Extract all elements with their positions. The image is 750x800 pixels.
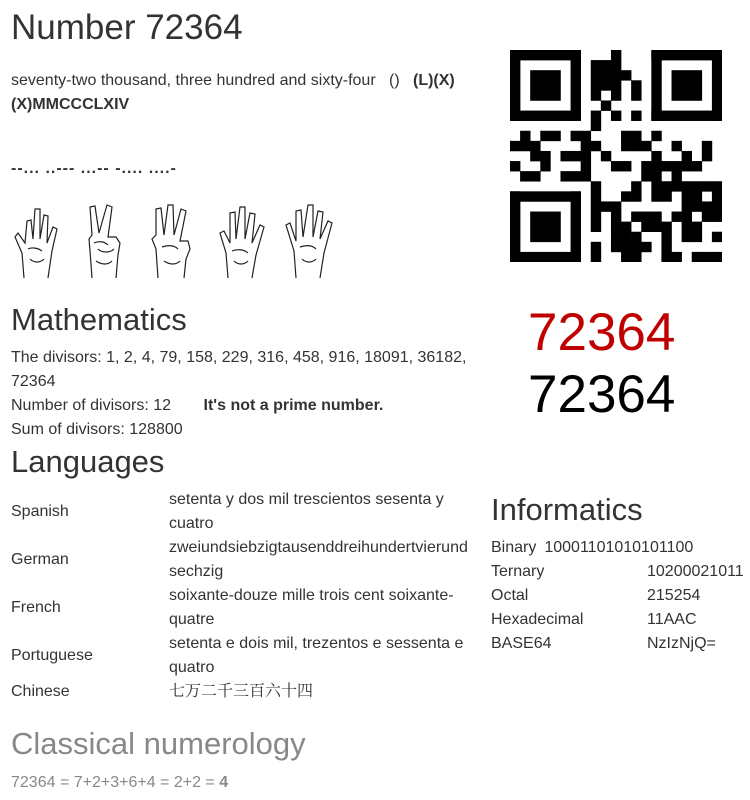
number-in-words [11, 69, 481, 117]
number-black: 72364 [528, 365, 676, 424]
divisors-list-cont: 72364 [11, 373, 56, 390]
info-value: 11AAC [647, 611, 697, 628]
info-row-binary [491, 536, 750, 560]
language-name: Portuguese [11, 647, 93, 664]
hand-seven-icon [12, 203, 62, 279]
languages-table [11, 488, 474, 704]
language-name: Spanish [11, 503, 69, 520]
info-value: NzIzNjQ= [647, 635, 716, 652]
info-row [491, 560, 750, 584]
divisors-count: Number of divisors: 12 [11, 397, 172, 414]
language-value: setenta e dois mil, trezentos e sessenta e quatro [169, 635, 464, 676]
qr-code-image [510, 50, 722, 262]
words-paren: () [389, 72, 400, 89]
qr-code [510, 50, 722, 262]
hand-six-icon [216, 203, 266, 279]
roman-numeral-a: (L)(X) [413, 72, 455, 89]
mathematics-heading: Mathematics [11, 302, 187, 337]
language-value: 七万二千三百六十四 [169, 683, 314, 700]
english-words: seventy-two thousand, three hundred and sixty-four [11, 72, 376, 89]
mathematics-section [11, 346, 481, 442]
numerology-formula: 72364 = 7+2+3+6+4 = 2+2 = [11, 774, 220, 791]
language-value: soixante-douze mille trois cent soixante- quatre [169, 587, 454, 628]
hand-two-icon [80, 203, 130, 279]
info-key: Hexadecimal [491, 611, 584, 628]
informatics-section [491, 536, 750, 656]
numerology-heading: Classical numerology [11, 726, 306, 761]
roman-numeral-b: (X)MMCCCLXIV [11, 96, 130, 113]
language-value: setenta y dos mil trescientos sesenta y cuatro [169, 491, 444, 532]
hand-signs [12, 203, 334, 279]
language-row [11, 680, 474, 704]
info-key: Ternary [491, 563, 545, 580]
page-title: Number 72364 [11, 8, 243, 47]
language-row [11, 632, 474, 680]
info-key: BASE64 [491, 635, 552, 652]
prime-status: It's not a prime number. [203, 397, 384, 414]
divisors-count-row [11, 394, 481, 418]
language-name: German [11, 551, 69, 568]
languages-heading: Languages [11, 444, 165, 479]
informatics-heading: Informatics [491, 492, 643, 527]
numerology-formula-row [11, 771, 228, 795]
info-row [491, 632, 750, 656]
divisors-list: The divisors: 1, 2, 4, 79, 158, 229, 316, 458, 916, 18091, 36182, [11, 349, 467, 366]
number-red: 72364 [528, 303, 676, 362]
numerology-result: 4 [219, 774, 229, 791]
info-key: Binary [491, 539, 537, 556]
info-value: 10001101010101100 [544, 539, 694, 556]
hand-three-icon [148, 203, 198, 279]
info-row [491, 584, 750, 608]
language-value: zweiundsiebzigtausenddreihundertvierund sechzig [169, 539, 468, 580]
language-name: Chinese [11, 683, 70, 700]
info-row [491, 608, 750, 632]
info-value: 10200021011 [647, 563, 744, 580]
hand-four-icon [284, 203, 334, 279]
language-row [11, 488, 474, 536]
info-value: 215254 [647, 587, 701, 604]
language-row [11, 584, 474, 632]
info-key: Octal [491, 587, 529, 604]
morse-code: --... ..--- ...-- -.... ....- [11, 160, 177, 177]
language-name: French [11, 599, 61, 616]
divisors-sum: Sum of divisors: 128800 [11, 421, 183, 438]
language-row [11, 536, 474, 584]
